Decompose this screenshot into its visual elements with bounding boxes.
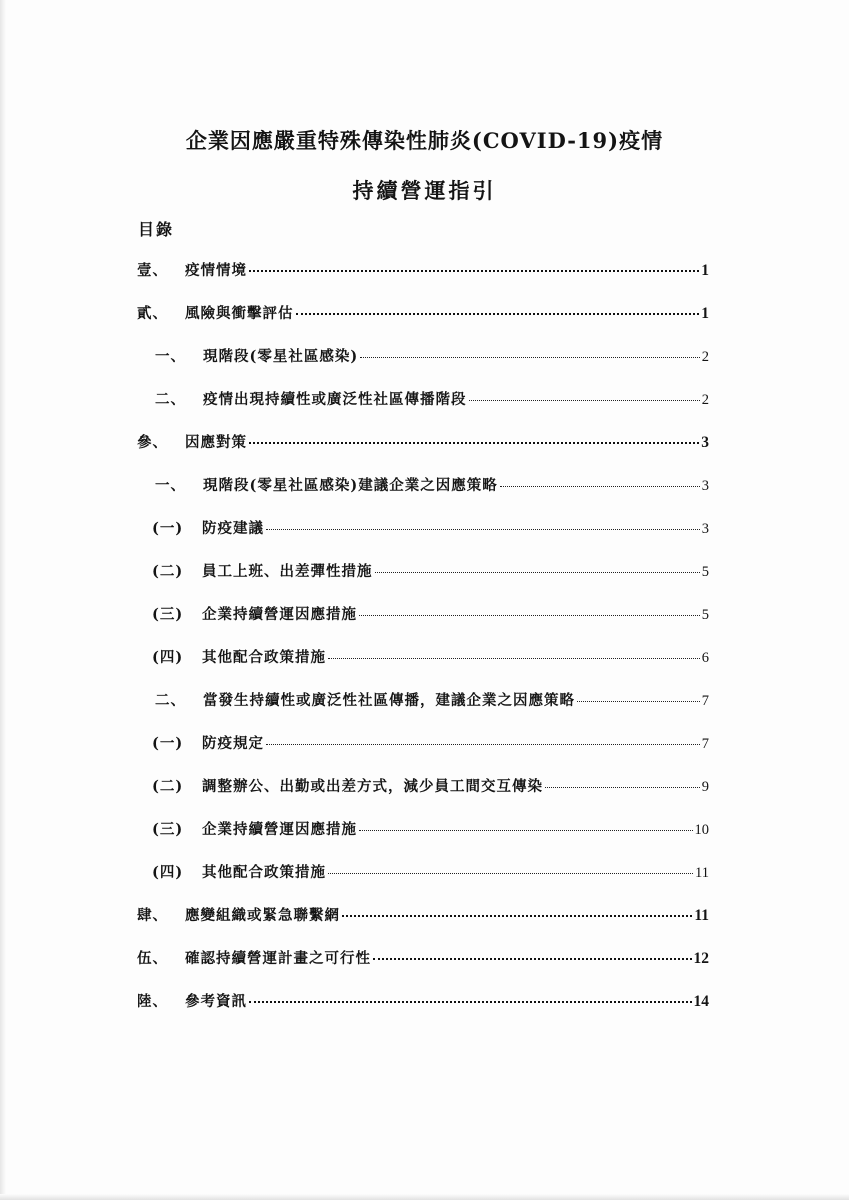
toc-entry[interactable]	[152, 560, 709, 582]
toc-dot-leader	[500, 486, 700, 487]
toc-entry-page: 9	[701, 779, 709, 795]
toc-entry[interactable]	[152, 861, 709, 883]
toc-dot-leader	[469, 400, 700, 401]
toc-entry-page: 1	[701, 305, 709, 322]
toc-entry-number: 一、	[155, 477, 186, 494]
toc-entry-number: (二)	[152, 563, 184, 580]
toc-entry-page: 10	[694, 822, 709, 838]
toc-entry-title: 企業持續營運因應措施	[202, 606, 357, 623]
toc-entry-page: 14	[693, 993, 709, 1010]
toc-entry-number: (三)	[152, 821, 184, 838]
toc-entry-page: 3	[701, 478, 709, 494]
toc-entry-number: (一)	[152, 520, 184, 537]
toc-entry-page: 1	[701, 262, 709, 279]
toc-entry-page: 7	[701, 693, 709, 709]
toc-dot-leader	[359, 830, 693, 831]
toc-entry-title: 企業持續營運因應措施	[202, 821, 357, 838]
toc-dot-leader	[577, 701, 700, 702]
toc-entry[interactable]	[152, 603, 709, 625]
toc-dot-leader	[342, 915, 692, 917]
toc-dot-leader	[328, 873, 693, 874]
toc-entry[interactable]	[137, 990, 709, 1012]
toc-dot-leader	[266, 529, 700, 530]
toc-entry[interactable]	[155, 689, 709, 711]
toc-entry-page: 3	[701, 434, 709, 451]
toc-entry[interactable]	[152, 818, 709, 840]
toc-entry[interactable]	[137, 904, 709, 926]
toc-entry-number: 伍、	[137, 950, 168, 967]
toc-entry-page: 3	[701, 521, 709, 537]
toc-entry-page: 5	[701, 607, 709, 623]
toc-entry[interactable]	[152, 646, 709, 668]
document-title-line-2: 持續營運指引	[352, 178, 497, 203]
toc-entry-title: 其他配合政策措施	[202, 649, 326, 666]
toc-dot-leader	[249, 270, 699, 272]
toc-entry-title: 疫情出現持續性或廣泛性社區傳播階段	[203, 391, 467, 408]
toc-entry-number: 參、	[137, 434, 168, 451]
toc-entry-number: 陸、	[137, 993, 168, 1010]
toc-dot-leader	[545, 787, 700, 788]
toc-entry-number: (一)	[152, 735, 184, 752]
toc-entry-page: 2	[701, 349, 709, 365]
toc-entry[interactable]	[155, 388, 709, 410]
toc-entry[interactable]	[137, 302, 709, 324]
toc-entry-title: 應變組織或緊急聯繫網	[185, 907, 340, 924]
toc-entry-title: 調整辦公、出勤或出差方式，減少員工間交互傳染	[202, 778, 543, 795]
toc-heading: 目錄	[138, 220, 175, 239]
toc-entry-number: 二、	[155, 391, 186, 408]
toc-entry[interactable]	[152, 732, 709, 754]
toc-entry-number: (二)	[152, 778, 184, 795]
toc-entry-number: (四)	[152, 864, 184, 881]
toc-entry-title: 防疫規定	[202, 735, 264, 752]
toc-entry-number: 肆、	[137, 907, 168, 924]
toc-entry-title: 現階段(零星社區感染)	[203, 348, 359, 365]
toc-entry-page: 2	[701, 392, 709, 408]
toc-entry-page: 5	[701, 564, 709, 580]
toc-dot-leader	[296, 313, 700, 315]
toc-entry-title: 確認持續營運計畫之可行性	[185, 950, 371, 967]
toc-entry-page: 11	[695, 865, 709, 881]
toc-entry-title: 參考資訊	[185, 993, 247, 1010]
toc-dot-leader	[360, 357, 700, 358]
toc-dot-leader	[375, 572, 700, 573]
toc-dot-leader	[249, 442, 699, 444]
toc-entry-page: 12	[693, 950, 709, 967]
toc-entry-page: 11	[694, 907, 709, 924]
toc-dot-leader	[373, 958, 692, 960]
toc-entry[interactable]	[152, 517, 709, 539]
toc-entry-title: 因應對策	[185, 434, 247, 451]
toc-entry[interactable]	[155, 474, 709, 496]
toc-entry-number: 壹、	[137, 262, 168, 279]
toc-entry-title: 現階段(零星社區感染)建議企業之因應策略	[203, 477, 498, 494]
toc-dot-leader	[249, 1001, 692, 1003]
toc-entry-number: 二、	[155, 692, 186, 709]
toc-entry-title: 其他配合政策措施	[202, 864, 326, 881]
toc-entry[interactable]	[137, 947, 709, 969]
toc-entry[interactable]	[152, 775, 709, 797]
toc-entry-title: 當發生持續性或廣泛性社區傳播，建議企業之因應策略	[203, 692, 575, 709]
toc-entry-number: 一、	[155, 348, 186, 365]
toc-entry-number: (三)	[152, 606, 184, 623]
toc-dot-leader	[359, 615, 700, 616]
toc-entry-page: 6	[701, 650, 709, 666]
toc-dot-leader	[266, 744, 700, 745]
toc-entry-title: 員工上班、出差彈性措施	[202, 563, 373, 580]
toc-dot-leader	[328, 658, 700, 659]
toc-entry-title: 風險與衝擊評估	[185, 305, 294, 322]
toc-entry[interactable]	[155, 345, 709, 367]
toc-entry-title: 疫情情境	[185, 262, 247, 279]
document-title-line-1: 企業因應嚴重特殊傳染性肺炎(COVID-19)疫情	[185, 128, 664, 153]
toc-entry[interactable]	[137, 259, 709, 281]
toc-entry-title: 防疫建議	[202, 520, 264, 537]
toc-entry-number: 貳、	[137, 305, 168, 322]
toc-entry-number: (四)	[152, 649, 184, 666]
toc-entry[interactable]	[137, 431, 709, 453]
toc-entry-page: 7	[701, 736, 709, 752]
